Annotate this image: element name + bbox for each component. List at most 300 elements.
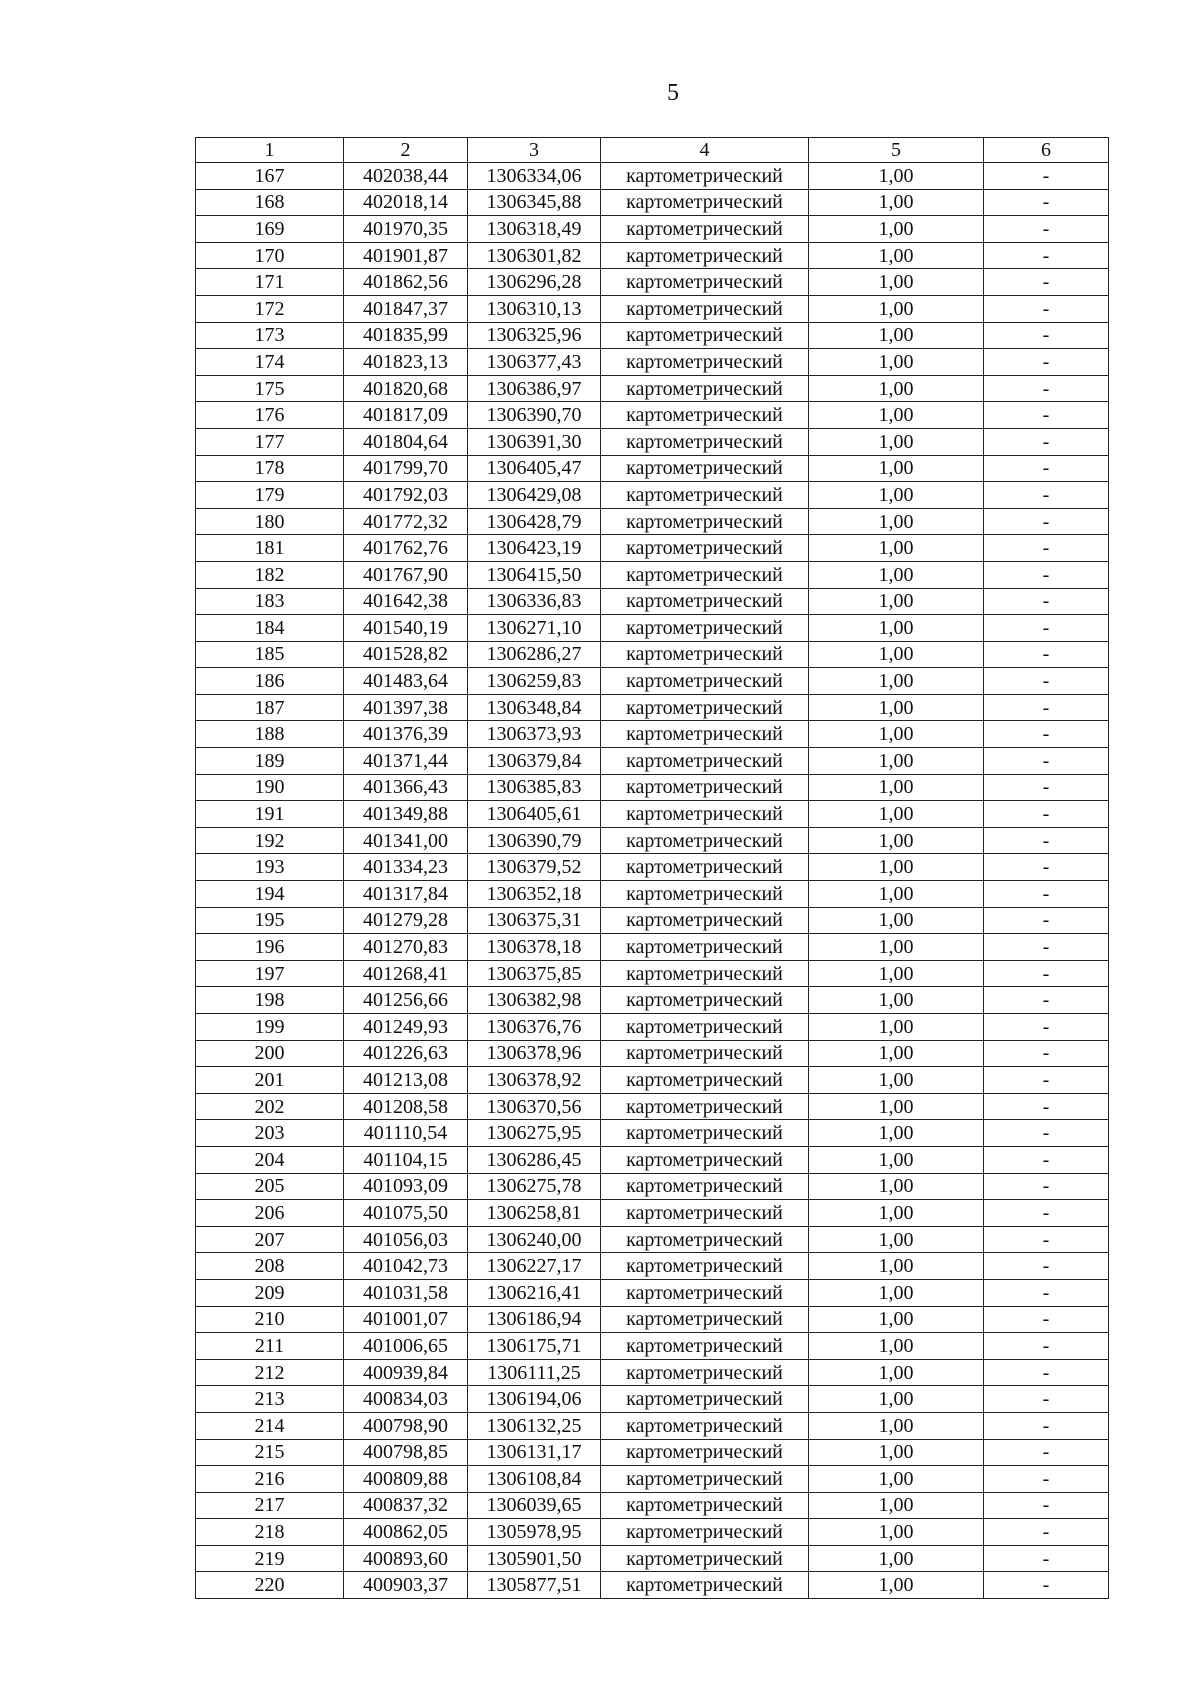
table-row xyxy=(196,349,1109,376)
y-coordinate-cell: 1306227,17 xyxy=(468,1253,601,1280)
y-coordinate-cell: 1306271,10 xyxy=(468,615,601,642)
table-row xyxy=(196,987,1109,1014)
note-cell: - xyxy=(984,216,1109,243)
method-cell: картометрический xyxy=(601,641,809,668)
point-number-cell: 209 xyxy=(196,1279,344,1306)
accuracy-cell: 1,00 xyxy=(809,561,984,588)
note-cell: - xyxy=(984,668,1109,695)
method-cell: картометрический xyxy=(601,1519,809,1546)
accuracy-cell: 1,00 xyxy=(809,428,984,455)
accuracy-cell: 1,00 xyxy=(809,1093,984,1120)
note-cell: - xyxy=(984,375,1109,402)
point-number-cell: 205 xyxy=(196,1173,344,1200)
x-coordinate-cell: 401213,08 xyxy=(344,1067,468,1094)
accuracy-cell: 1,00 xyxy=(809,1333,984,1360)
x-coordinate-cell: 400903,37 xyxy=(344,1572,468,1599)
note-cell: - xyxy=(984,269,1109,296)
column-header: 1 xyxy=(196,138,344,163)
note-cell: - xyxy=(984,1040,1109,1067)
note-cell: - xyxy=(984,1146,1109,1173)
note-cell: - xyxy=(984,1253,1109,1280)
x-coordinate-cell: 401847,37 xyxy=(344,295,468,322)
accuracy-cell: 1,00 xyxy=(809,1412,984,1439)
accuracy-cell: 1,00 xyxy=(809,907,984,934)
y-coordinate-cell: 1306378,96 xyxy=(468,1040,601,1067)
x-coordinate-cell: 400834,03 xyxy=(344,1386,468,1413)
table-row xyxy=(196,242,1109,269)
table-row xyxy=(196,1120,1109,1147)
point-number-cell: 169 xyxy=(196,216,344,243)
accuracy-cell: 1,00 xyxy=(809,721,984,748)
method-cell: картометрический xyxy=(601,216,809,243)
y-coordinate-cell: 1306194,06 xyxy=(468,1386,601,1413)
y-coordinate-cell: 1306423,19 xyxy=(468,535,601,562)
y-coordinate-cell: 1306325,96 xyxy=(468,322,601,349)
x-coordinate-cell: 401792,03 xyxy=(344,482,468,509)
accuracy-cell: 1,00 xyxy=(809,295,984,322)
point-number-cell: 212 xyxy=(196,1359,344,1386)
note-cell: - xyxy=(984,934,1109,961)
point-number-cell: 189 xyxy=(196,748,344,775)
method-cell: картометрический xyxy=(601,615,809,642)
note-cell: - xyxy=(984,748,1109,775)
method-cell: картометрический xyxy=(601,402,809,429)
point-number-cell: 220 xyxy=(196,1572,344,1599)
method-cell: картометрический xyxy=(601,907,809,934)
table-row xyxy=(196,854,1109,881)
table-row xyxy=(196,694,1109,721)
note-cell: - xyxy=(984,1466,1109,1493)
note-cell: - xyxy=(984,1519,1109,1546)
note-cell: - xyxy=(984,1386,1109,1413)
table-row xyxy=(196,1439,1109,1466)
y-coordinate-cell: 1306405,61 xyxy=(468,801,601,828)
y-coordinate-cell: 1306382,98 xyxy=(468,987,601,1014)
table-row xyxy=(196,402,1109,429)
y-coordinate-cell: 1306259,83 xyxy=(468,668,601,695)
x-coordinate-cell: 400798,90 xyxy=(344,1412,468,1439)
note-cell: - xyxy=(984,1359,1109,1386)
y-coordinate-cell: 1306310,13 xyxy=(468,295,601,322)
table-row xyxy=(196,1572,1109,1599)
note-cell: - xyxy=(984,854,1109,881)
accuracy-cell: 1,00 xyxy=(809,694,984,721)
y-coordinate-cell: 1306348,84 xyxy=(468,694,601,721)
x-coordinate-cell: 401317,84 xyxy=(344,881,468,908)
accuracy-cell: 1,00 xyxy=(809,854,984,881)
method-cell: картометрический xyxy=(601,1412,809,1439)
method-cell: картометрический xyxy=(601,588,809,615)
point-number-cell: 214 xyxy=(196,1412,344,1439)
x-coordinate-cell: 401256,66 xyxy=(344,987,468,1014)
accuracy-cell: 1,00 xyxy=(809,1306,984,1333)
point-number-cell: 185 xyxy=(196,641,344,668)
note-cell: - xyxy=(984,1279,1109,1306)
x-coordinate-cell: 401270,83 xyxy=(344,934,468,961)
method-cell: картометрический xyxy=(601,721,809,748)
table-row xyxy=(196,960,1109,987)
table-row xyxy=(196,641,1109,668)
x-coordinate-cell: 401376,39 xyxy=(344,721,468,748)
note-cell: - xyxy=(984,960,1109,987)
note-cell: - xyxy=(984,482,1109,509)
y-coordinate-cell: 1306286,45 xyxy=(468,1146,601,1173)
method-cell: картометрический xyxy=(601,1492,809,1519)
point-number-cell: 183 xyxy=(196,588,344,615)
method-cell: картометрический xyxy=(601,242,809,269)
y-coordinate-cell: 1306275,95 xyxy=(468,1120,601,1147)
accuracy-cell: 1,00 xyxy=(809,801,984,828)
accuracy-cell: 1,00 xyxy=(809,1226,984,1253)
note-cell: - xyxy=(984,1120,1109,1147)
method-cell: картометрический xyxy=(601,1067,809,1094)
x-coordinate-cell: 401767,90 xyxy=(344,561,468,588)
table-row xyxy=(196,482,1109,509)
x-coordinate-cell: 401268,41 xyxy=(344,960,468,987)
point-number-cell: 218 xyxy=(196,1519,344,1546)
method-cell: картометрический xyxy=(601,295,809,322)
point-number-cell: 216 xyxy=(196,1466,344,1493)
y-coordinate-cell: 1306405,47 xyxy=(468,455,601,482)
table-row xyxy=(196,1173,1109,1200)
table-row xyxy=(196,1253,1109,1280)
point-number-cell: 174 xyxy=(196,349,344,376)
accuracy-cell: 1,00 xyxy=(809,1279,984,1306)
point-number-cell: 193 xyxy=(196,854,344,881)
method-cell: картометрический xyxy=(601,322,809,349)
method-cell: картометрический xyxy=(601,1359,809,1386)
y-coordinate-cell: 1305877,51 xyxy=(468,1572,601,1599)
point-number-cell: 178 xyxy=(196,455,344,482)
note-cell: - xyxy=(984,721,1109,748)
column-header: 5 xyxy=(809,138,984,163)
accuracy-cell: 1,00 xyxy=(809,668,984,695)
x-coordinate-cell: 401104,15 xyxy=(344,1146,468,1173)
y-coordinate-cell: 1306375,31 xyxy=(468,907,601,934)
note-cell: - xyxy=(984,455,1109,482)
table-row xyxy=(196,295,1109,322)
method-cell: картометрический xyxy=(601,189,809,216)
table-row xyxy=(196,1067,1109,1094)
point-number-cell: 168 xyxy=(196,189,344,216)
accuracy-cell: 1,00 xyxy=(809,827,984,854)
note-cell: - xyxy=(984,322,1109,349)
table-row xyxy=(196,721,1109,748)
x-coordinate-cell: 401817,09 xyxy=(344,402,468,429)
x-coordinate-cell: 401799,70 xyxy=(344,455,468,482)
table-body xyxy=(196,163,1109,1599)
accuracy-cell: 1,00 xyxy=(809,402,984,429)
note-cell: - xyxy=(984,242,1109,269)
point-number-cell: 211 xyxy=(196,1333,344,1360)
note-cell: - xyxy=(984,774,1109,801)
point-number-cell: 213 xyxy=(196,1386,344,1413)
note-cell: - xyxy=(984,508,1109,535)
note-cell: - xyxy=(984,1306,1109,1333)
note-cell: - xyxy=(984,163,1109,190)
note-cell: - xyxy=(984,1200,1109,1227)
point-number-cell: 179 xyxy=(196,482,344,509)
point-number-cell: 207 xyxy=(196,1226,344,1253)
y-coordinate-cell: 1306111,25 xyxy=(468,1359,601,1386)
y-coordinate-cell: 1306376,76 xyxy=(468,1014,601,1041)
accuracy-cell: 1,00 xyxy=(809,163,984,190)
note-cell: - xyxy=(984,801,1109,828)
note-cell: - xyxy=(984,1067,1109,1094)
x-coordinate-cell: 401820,68 xyxy=(344,375,468,402)
column-header: 4 xyxy=(601,138,809,163)
point-number-cell: 182 xyxy=(196,561,344,588)
x-coordinate-cell: 401835,99 xyxy=(344,322,468,349)
table-row xyxy=(196,827,1109,854)
note-cell: - xyxy=(984,1439,1109,1466)
y-coordinate-cell: 1306301,82 xyxy=(468,242,601,269)
x-coordinate-cell: 401804,64 xyxy=(344,428,468,455)
table-row xyxy=(196,269,1109,296)
x-coordinate-cell: 401093,09 xyxy=(344,1173,468,1200)
y-coordinate-cell: 1306428,79 xyxy=(468,508,601,535)
point-number-cell: 197 xyxy=(196,960,344,987)
point-number-cell: 176 xyxy=(196,402,344,429)
table-row xyxy=(196,1466,1109,1493)
x-coordinate-cell: 401341,00 xyxy=(344,827,468,854)
point-number-cell: 175 xyxy=(196,375,344,402)
y-coordinate-cell: 1306258,81 xyxy=(468,1200,601,1227)
x-coordinate-cell: 400862,05 xyxy=(344,1519,468,1546)
accuracy-cell: 1,00 xyxy=(809,1146,984,1173)
method-cell: картометрический xyxy=(601,1093,809,1120)
note-cell: - xyxy=(984,535,1109,562)
y-coordinate-cell: 1306379,84 xyxy=(468,748,601,775)
note-cell: - xyxy=(984,402,1109,429)
method-cell: картометрический xyxy=(601,1226,809,1253)
note-cell: - xyxy=(984,295,1109,322)
y-coordinate-cell: 1306352,18 xyxy=(468,881,601,908)
table-row xyxy=(196,1014,1109,1041)
x-coordinate-cell: 400809,88 xyxy=(344,1466,468,1493)
note-cell: - xyxy=(984,641,1109,668)
note-cell: - xyxy=(984,189,1109,216)
y-coordinate-cell: 1306132,25 xyxy=(468,1412,601,1439)
y-coordinate-cell: 1306216,41 xyxy=(468,1279,601,1306)
x-coordinate-cell: 401862,56 xyxy=(344,269,468,296)
accuracy-cell: 1,00 xyxy=(809,1466,984,1493)
y-coordinate-cell: 1306175,71 xyxy=(468,1333,601,1360)
method-cell: картометрический xyxy=(601,1333,809,1360)
method-cell: картометрический xyxy=(601,1279,809,1306)
method-cell: картометрический xyxy=(601,960,809,987)
method-cell: картометрический xyxy=(601,1439,809,1466)
point-number-cell: 187 xyxy=(196,694,344,721)
table-row xyxy=(196,561,1109,588)
accuracy-cell: 1,00 xyxy=(809,1545,984,1572)
point-number-cell: 170 xyxy=(196,242,344,269)
coordinates-table xyxy=(195,137,1109,1599)
table-row xyxy=(196,1412,1109,1439)
note-cell: - xyxy=(984,1545,1109,1572)
accuracy-cell: 1,00 xyxy=(809,1253,984,1280)
table-header-row xyxy=(196,138,1109,163)
accuracy-cell: 1,00 xyxy=(809,1200,984,1227)
method-cell: картометрический xyxy=(601,375,809,402)
point-number-cell: 201 xyxy=(196,1067,344,1094)
note-cell: - xyxy=(984,1412,1109,1439)
accuracy-cell: 1,00 xyxy=(809,1359,984,1386)
point-number-cell: 181 xyxy=(196,535,344,562)
point-number-cell: 186 xyxy=(196,668,344,695)
x-coordinate-cell: 401540,19 xyxy=(344,615,468,642)
x-coordinate-cell: 402018,14 xyxy=(344,189,468,216)
y-coordinate-cell: 1306186,94 xyxy=(468,1306,601,1333)
accuracy-cell: 1,00 xyxy=(809,1572,984,1599)
accuracy-cell: 1,00 xyxy=(809,774,984,801)
method-cell: картометрический xyxy=(601,1572,809,1599)
accuracy-cell: 1,00 xyxy=(809,960,984,987)
table-row xyxy=(196,1519,1109,1546)
point-number-cell: 171 xyxy=(196,269,344,296)
x-coordinate-cell: 400798,85 xyxy=(344,1439,468,1466)
method-cell: картометрический xyxy=(601,455,809,482)
note-cell: - xyxy=(984,615,1109,642)
note-cell: - xyxy=(984,881,1109,908)
y-coordinate-cell: 1306385,83 xyxy=(468,774,601,801)
table-row xyxy=(196,774,1109,801)
table-row xyxy=(196,1333,1109,1360)
y-coordinate-cell: 1306415,50 xyxy=(468,561,601,588)
table-row xyxy=(196,322,1109,349)
x-coordinate-cell: 401642,38 xyxy=(344,588,468,615)
y-coordinate-cell: 1306378,92 xyxy=(468,1067,601,1094)
method-cell: картометрический xyxy=(601,881,809,908)
x-coordinate-cell: 401366,43 xyxy=(344,774,468,801)
accuracy-cell: 1,00 xyxy=(809,588,984,615)
note-cell: - xyxy=(984,349,1109,376)
table-row xyxy=(196,455,1109,482)
table-row xyxy=(196,881,1109,908)
x-coordinate-cell: 401901,87 xyxy=(344,242,468,269)
y-coordinate-cell: 1306429,08 xyxy=(468,482,601,509)
point-number-cell: 217 xyxy=(196,1492,344,1519)
note-cell: - xyxy=(984,1014,1109,1041)
table-row xyxy=(196,535,1109,562)
table-row xyxy=(196,1306,1109,1333)
x-coordinate-cell: 401349,88 xyxy=(344,801,468,828)
table-row xyxy=(196,1040,1109,1067)
method-cell: картометрический xyxy=(601,934,809,961)
point-number-cell: 203 xyxy=(196,1120,344,1147)
method-cell: картометрический xyxy=(601,1040,809,1067)
table-row xyxy=(196,1093,1109,1120)
table-row xyxy=(196,1226,1109,1253)
method-cell: картометрический xyxy=(601,748,809,775)
note-cell: - xyxy=(984,428,1109,455)
y-coordinate-cell: 1306390,79 xyxy=(468,827,601,854)
point-number-cell: 210 xyxy=(196,1306,344,1333)
x-coordinate-cell: 401031,58 xyxy=(344,1279,468,1306)
point-number-cell: 172 xyxy=(196,295,344,322)
y-coordinate-cell: 1306375,85 xyxy=(468,960,601,987)
y-coordinate-cell: 1305978,95 xyxy=(468,1519,601,1546)
x-coordinate-cell: 402038,44 xyxy=(344,163,468,190)
accuracy-cell: 1,00 xyxy=(809,615,984,642)
method-cell: картометрический xyxy=(601,774,809,801)
accuracy-cell: 1,00 xyxy=(809,216,984,243)
x-coordinate-cell: 401528,82 xyxy=(344,641,468,668)
note-cell: - xyxy=(984,588,1109,615)
method-cell: картометрический xyxy=(601,1146,809,1173)
note-cell: - xyxy=(984,1093,1109,1120)
table-row xyxy=(196,668,1109,695)
y-coordinate-cell: 1306373,93 xyxy=(468,721,601,748)
method-cell: картометрический xyxy=(601,508,809,535)
accuracy-cell: 1,00 xyxy=(809,535,984,562)
point-number-cell: 204 xyxy=(196,1146,344,1173)
x-coordinate-cell: 401279,28 xyxy=(344,907,468,934)
accuracy-cell: 1,00 xyxy=(809,322,984,349)
y-coordinate-cell: 1306378,18 xyxy=(468,934,601,961)
x-coordinate-cell: 401001,07 xyxy=(344,1306,468,1333)
point-number-cell: 167 xyxy=(196,163,344,190)
y-coordinate-cell: 1306379,52 xyxy=(468,854,601,881)
y-coordinate-cell: 1306296,28 xyxy=(468,269,601,296)
table-row xyxy=(196,615,1109,642)
accuracy-cell: 1,00 xyxy=(809,641,984,668)
point-number-cell: 194 xyxy=(196,881,344,908)
note-cell: - xyxy=(984,561,1109,588)
column-header: 2 xyxy=(344,138,468,163)
accuracy-cell: 1,00 xyxy=(809,1067,984,1094)
x-coordinate-cell: 401042,73 xyxy=(344,1253,468,1280)
accuracy-cell: 1,00 xyxy=(809,189,984,216)
point-number-cell: 180 xyxy=(196,508,344,535)
x-coordinate-cell: 401208,58 xyxy=(344,1093,468,1120)
point-number-cell: 191 xyxy=(196,801,344,828)
accuracy-cell: 1,00 xyxy=(809,1386,984,1413)
point-number-cell: 190 xyxy=(196,774,344,801)
y-coordinate-cell: 1306334,06 xyxy=(468,163,601,190)
y-coordinate-cell: 1306377,43 xyxy=(468,349,601,376)
method-cell: картометрический xyxy=(601,428,809,455)
point-number-cell: 198 xyxy=(196,987,344,1014)
method-cell: картометрический xyxy=(601,1014,809,1041)
y-coordinate-cell: 1306131,17 xyxy=(468,1439,601,1466)
x-coordinate-cell: 401056,03 xyxy=(344,1226,468,1253)
table-row xyxy=(196,588,1109,615)
method-cell: картометрический xyxy=(601,1466,809,1493)
point-number-cell: 192 xyxy=(196,827,344,854)
accuracy-cell: 1,00 xyxy=(809,1439,984,1466)
accuracy-cell: 1,00 xyxy=(809,455,984,482)
table-row xyxy=(196,163,1109,190)
accuracy-cell: 1,00 xyxy=(809,1120,984,1147)
accuracy-cell: 1,00 xyxy=(809,987,984,1014)
point-number-cell: 177 xyxy=(196,428,344,455)
method-cell: картометрический xyxy=(601,349,809,376)
method-cell: картометрический xyxy=(601,1306,809,1333)
table-row xyxy=(196,934,1109,961)
point-number-cell: 215 xyxy=(196,1439,344,1466)
x-coordinate-cell: 401334,23 xyxy=(344,854,468,881)
x-coordinate-cell: 401823,13 xyxy=(344,349,468,376)
x-coordinate-cell: 401970,35 xyxy=(344,216,468,243)
table-row xyxy=(196,189,1109,216)
table-row xyxy=(196,1359,1109,1386)
table-row xyxy=(196,428,1109,455)
method-cell: картометрический xyxy=(601,163,809,190)
method-cell: картометрический xyxy=(601,1545,809,1572)
page-number: 5 xyxy=(667,80,679,106)
x-coordinate-cell: 401371,44 xyxy=(344,748,468,775)
